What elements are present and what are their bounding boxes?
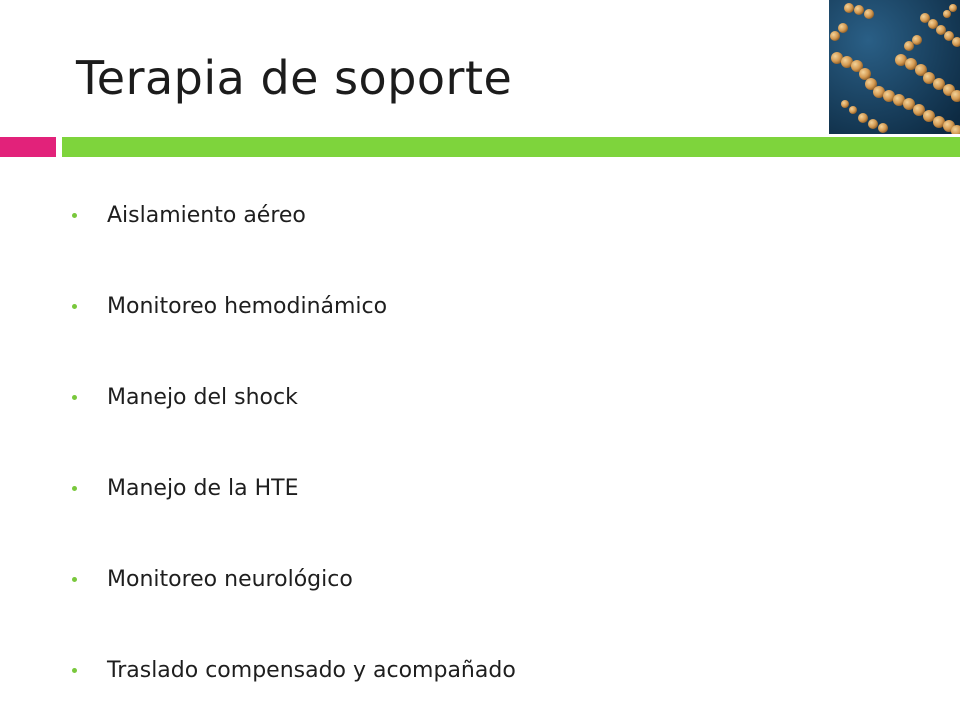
bullet-text: Manejo de la HTE <box>107 476 299 501</box>
bullet-text: Traslado compensado y acompañado <box>107 658 516 683</box>
bullet-text: Monitoreo hemodinámico <box>107 294 388 319</box>
bullet-icon <box>72 304 77 309</box>
bullet-icon <box>72 213 77 218</box>
bullet-list <box>72 170 516 716</box>
bullet-text: Manejo del shock <box>107 385 298 410</box>
list-item <box>72 625 516 716</box>
list-item <box>72 352 516 443</box>
list-item <box>72 443 516 534</box>
bullet-text: Monitoreo neurológico <box>107 567 353 592</box>
list-item <box>72 170 516 261</box>
bacteria-micrograph-image <box>829 0 960 134</box>
accent-bar-pink <box>0 137 56 157</box>
bullet-icon <box>72 395 77 400</box>
list-item <box>72 534 516 625</box>
bullet-icon <box>72 486 77 491</box>
slide-title: Terapia de soporte <box>76 51 513 105</box>
bullet-text: Aislamiento aéreo <box>107 203 306 228</box>
bullet-icon <box>72 668 77 673</box>
accent-bar-green <box>62 137 960 157</box>
list-item <box>72 261 516 352</box>
bullet-icon <box>72 577 77 582</box>
